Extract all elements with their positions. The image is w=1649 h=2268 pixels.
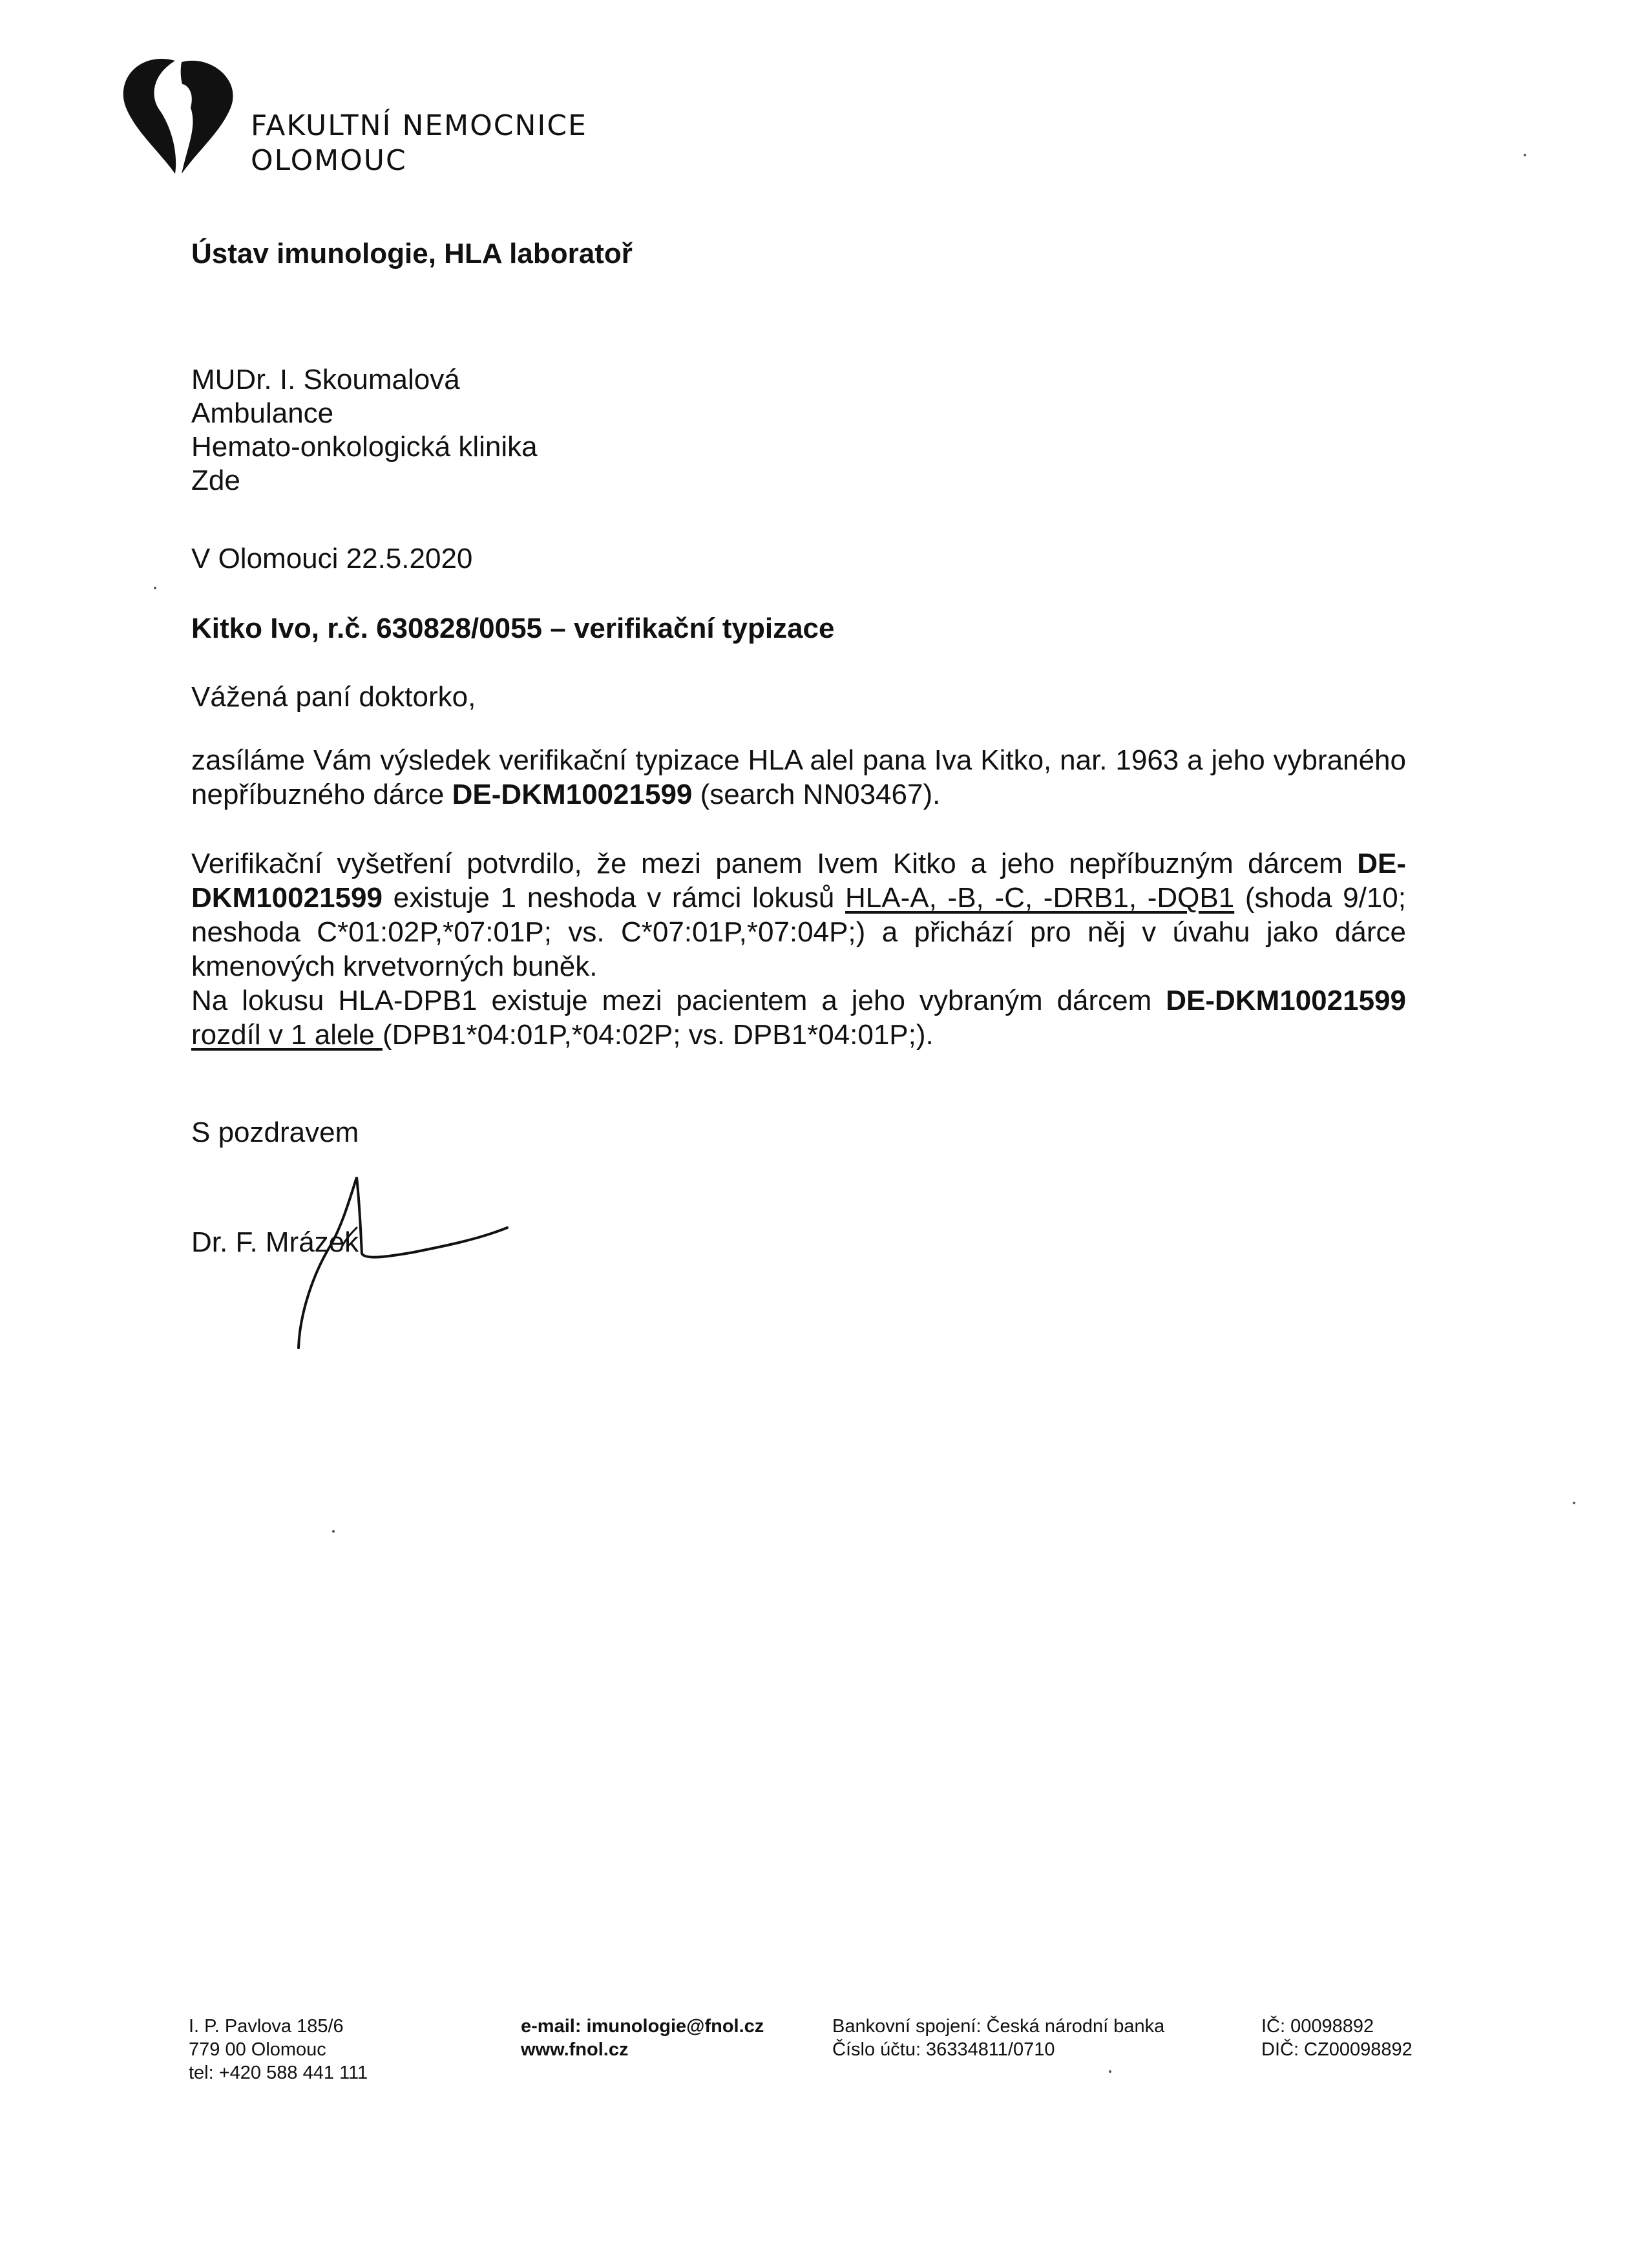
p2-s1-loci: HLA-A, -B, -C, -DRB1, -DQB1 [845,882,1235,914]
recipient-line2: Ambulance [191,397,334,429]
hospital-logo-icon [114,54,243,184]
subject-line: Kitko Ivo, r.č. 630828/0055 – verifikační typizace [191,613,835,644]
p1-donor-id: DE-DKM10021599 [452,779,693,810]
p2-s2-underlined: rozdíl v 1 alele [191,1019,383,1051]
footer-ic: IČ: 00098892 [1261,2016,1374,2037]
footer-contact [521,2015,764,2061]
scan-speck [1109,2070,1111,2073]
hospital-name-line1: FAKULTNÍ NEMOCNICE [251,109,587,142]
footer-bank [832,2015,1164,2061]
recipient-line3: Hemato-onkologická klinika [191,431,538,463]
signer-name: Dr. F. Mrázek [191,1226,359,1258]
scan-speck [1524,154,1526,156]
closing: S pozdravem [191,1117,359,1148]
footer-account: Číslo účtu: 36334811/0710 [832,2039,1055,2060]
scan-speck [1573,1502,1575,1504]
footer-phone: tel: +420 588 441 111 [189,2063,368,2083]
p2-s2-before: Na lokusu HLA-DPB1 existuje mezi pacientem a jeho vybraným dárcem [191,985,1166,1016]
signature-icon [284,1163,517,1357]
p2-s1-before: Verifikační vyšetření potvrdilo, že mezi panem Ivem Kitko a jeho nepříbuzným dárcem [191,848,1358,879]
department-heading: Ústav imunologie, HLA laboratoř [191,238,633,269]
footer-street: I. P. Pavlova 185/6 [189,2016,344,2037]
footer-website: www.fnol.cz [521,2039,629,2060]
p2-s1-donor-id: DE-DKM10021599 [191,848,1406,914]
recipient-line4: Zde [191,465,240,496]
footer-bank-name: Bankovní spojení: Česká národní banka [832,2016,1165,2037]
footer-dic: DIČ: CZ00098892 [1261,2039,1413,2060]
p2-s2-after: (DPB1*04:01P,*04:02P; vs. DPB1*04:01P;). [382,1019,934,1051]
paragraph-result [191,743,1406,812]
recipient-address [191,363,538,498]
paragraph-verification [191,846,1406,1052]
salutation: Vážená paní doktorko, [191,681,476,713]
p1-text-after: (search NN03467). [692,779,941,810]
p2-s2-donor-id: DE-DKM10021599 [1166,985,1406,1016]
p2-s1-mid: existuje 1 neshoda v rámci lokusů [382,882,846,914]
footer-email: e-mail: imunologie@fnol.cz [521,2016,764,2037]
recipient-name: MUDr. I. Skoumalová [191,364,460,395]
scan-speck [154,587,156,589]
footer-address [189,2015,368,2084]
place-date: V Olomouci 22.5.2020 [191,543,473,574]
footer-ids [1261,2015,1413,2061]
footer-city: 779 00 Olomouc [189,2039,326,2060]
scan-speck [332,1530,335,1533]
hospital-name-line2: OLOMOUC [251,144,407,177]
p2-s1-after: (shoda 9/10; neshoda C*01:02P,*07:01P; vs. C*07:01P,*07:04P;) a přichází pro něj v úvahu jako dárce kmenových krvetvorných buněk. [191,882,1406,982]
p1-text-before: zasíláme Vám výsledek verifikační typizace HLA alel pana Iva Kitko, nar. 1963 a jeho vybraného nepříbuzného dárce [191,744,1406,810]
hospital-name [251,109,587,178]
